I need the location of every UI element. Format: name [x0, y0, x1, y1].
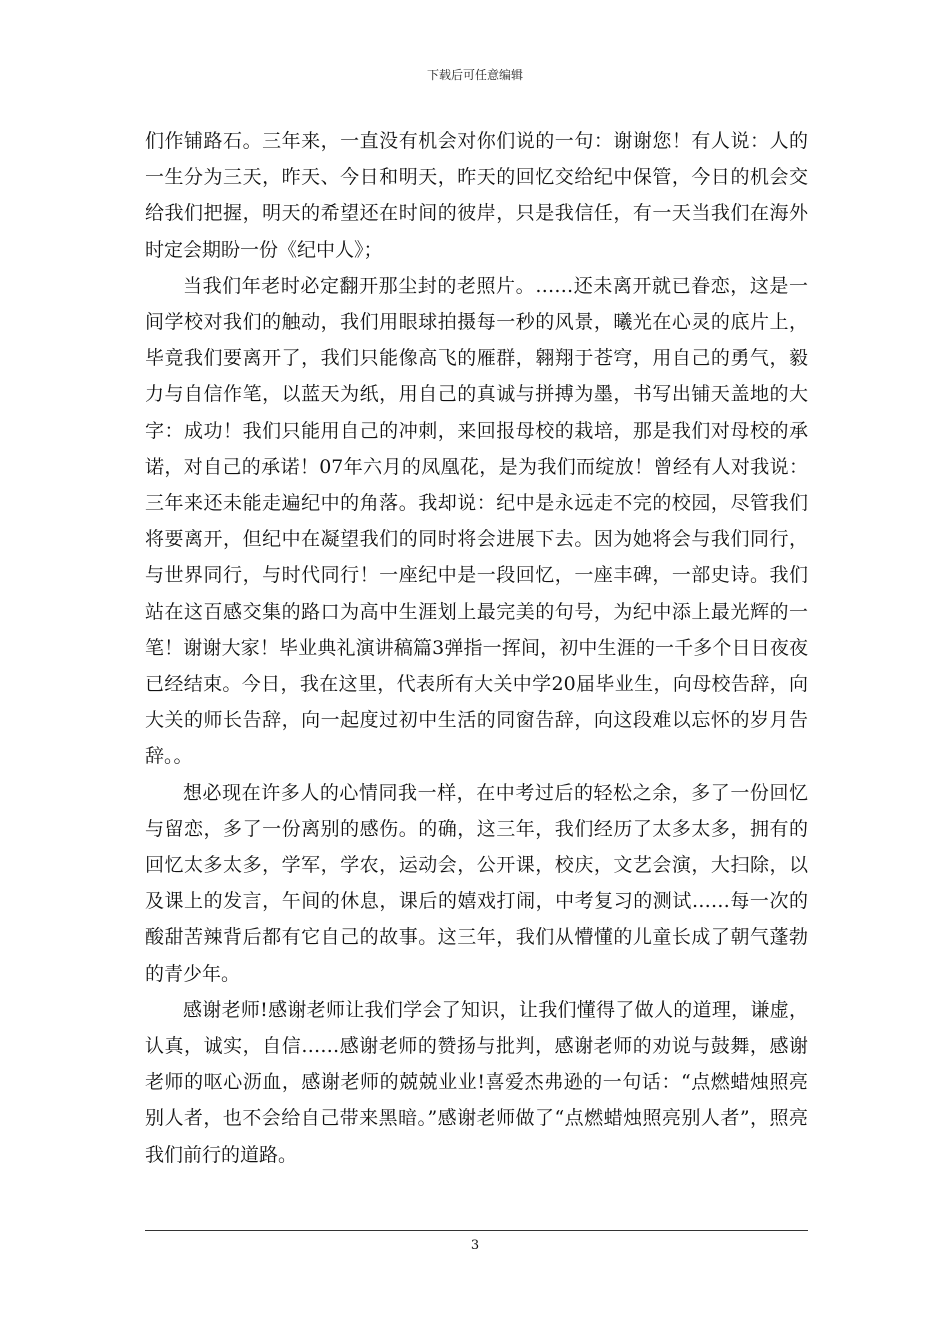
paragraph: 当我们年老时必定翻开那尘封的老照片。……还未离开就已眷恋，这是一间学校对我们的触动，我们用眼球拍摄每一秒的风景，曦光在心灵的底片上，毕竟我们要离开了，我们只能像高飞的雁群，翱翔于苍穹，用自己的勇气，毅力与自信作笔，以蓝天为纸，用自己的真诚与拼搏为墨，书写出铺天盖地的大字：成功！我们只能用自己的冲刺，来回报母校的栽培，那是我们对母校的承诺，对自己的承诺！07年六月的凤凰花，是为我们而绽放！曾经有人对我说：三年来还未能走遍纪中的角落。我却说：纪中是永远走不完的校园，尽管我们将要离开，但纪中在凝望我们的同时将会进展下去。因为她将会与我们同行，与世界同行，与时代同行！一座纪中是一段回忆，一座丰碑，一部史诗。我们站在这百感交集的路口为高中生涯划上最完美的句号，为纪中添上最光辉的一笔！谢谢大家！毕业典礼演讲稿篇3弹指一挥间，初中生涯的一千多个日日夜夜已经结束。今日，我在这里，代表所有大关中学20届毕业生，向母校告辞，向大关的师长告辞，向一起度过初中生活的同窗告辞，向这段难以忘怀的岁月告辞。。: [145, 274, 808, 768]
page-header: 下载后可任意编辑: [426, 68, 523, 82]
footer-divider: [145, 1230, 808, 1231]
page-number: 3: [470, 1238, 480, 1253]
body-text: [145, 123, 808, 1173]
paragraph: 感谢老师!感谢老师让我们学会了知识，让我们懂得了做人的道理，谦虚，认真，诚实，自信……感谢老师的赞扬与批判，感谢老师的劝说与鼓舞，感谢老师的呕心沥血，感谢老师的兢兢业业!喜爱杰弗逊的一句话：“点燃蜡烛照亮别人者，也不会给自己带来黑暗。”感谢老师做了“点燃蜡烛照亮别人者”，照亮我们前行的道路。: [145, 998, 808, 1166]
paragraph: 想必现在许多人的心情同我一样，在中考过后的轻松之余，多了一份回忆与留恋，多了一份离别的感伤。的确，这三年，我们经历了太多太多，拥有的回忆太多太多，学军，学农，运动会，公开课，校庆，文艺会演，大扫除，以及课上的发言，午间的休息，课后的嬉戏打闹，中考复习的测试……每一次的酸甜苦辣背后都有它自己的故事。这三年，我们从懵懂的儿童长成了朝气蓬勃的青少年。: [145, 781, 808, 985]
paragraph: 们作铺路石。三年来，一直没有机会对你们说的一句：谢谢您！有人说：人的一生分为三天，昨天、今日和明天，昨天的回忆交给纪中保管，今日的机会交给我们把握，明天的希望还在时间的彼岸，只是我信任，有一天当我们在海外时定会期盼一份《纪中人》；: [145, 130, 808, 261]
